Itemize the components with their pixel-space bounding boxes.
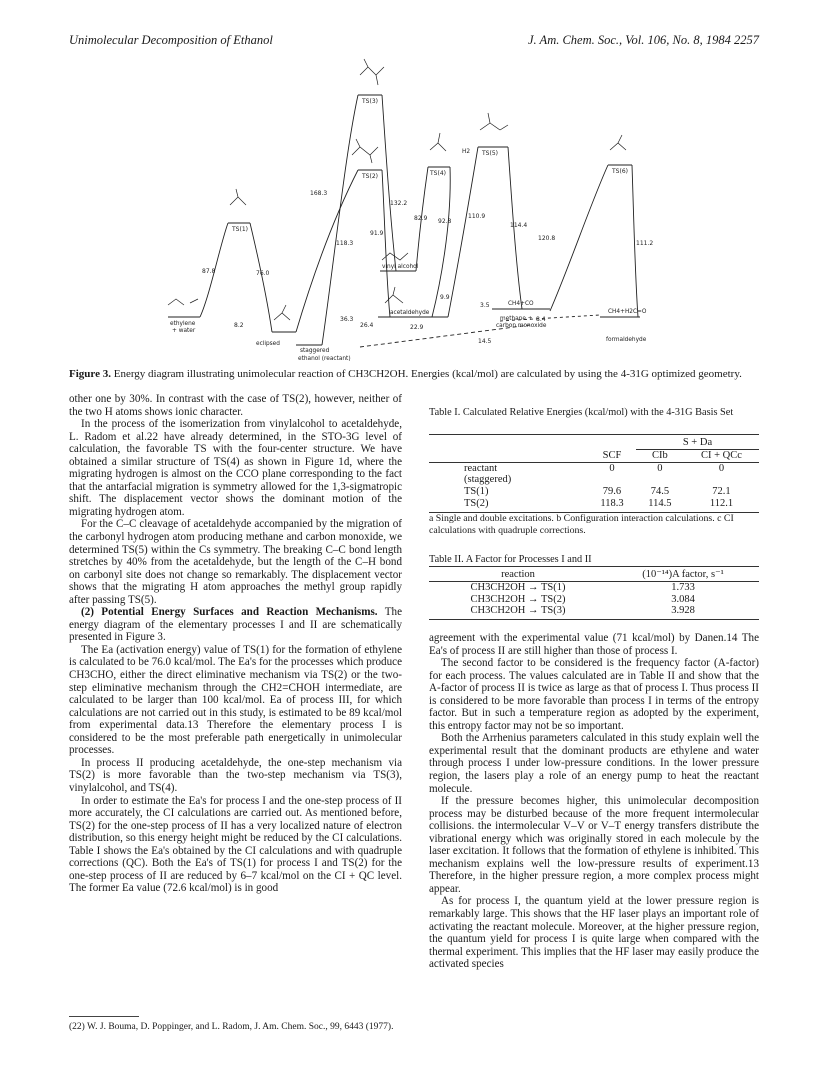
left-paragraph-1: other one by 30%. In contrast with the case of TS(2), however, neither of the two H atoms shows ionic character. [69, 393, 402, 418]
value-114: 114.4 [510, 222, 528, 229]
left-paragraph-4 [69, 606, 402, 644]
table1-ciqc: 112.1 [709, 497, 734, 509]
table2-reaction: CH3CH2OH → TS(2) [470, 593, 566, 605]
right-paragraph-2: The second factor to be considered is the frequency factor (A-factor) for each process. The values calculated are in Table II and show that the A-factor of process II is twice as large as that of process I. Thus process II is considered to be more favorable than process I in terms of the entropy factor. But in such a temperature region as adopted by the experiment, this entropy factor may not be so important. [429, 657, 759, 732]
left-paragraph-6: In process II producing acetaldehyde, the one-step mechanism via TS(2) is more favorable than the two-step mechanism via TS(3), vinylalcohol, and TS(4). [69, 756, 402, 794]
table-row [429, 462, 759, 474]
ch4-co-label: CH4+CO [508, 301, 534, 307]
water-label: + water [172, 328, 196, 334]
ts5-label: TS(5) [482, 150, 498, 157]
ethanol-label: ethanol (reactant) [298, 356, 351, 362]
energy-diagram-figure [60, 55, 770, 365]
table1-ci [636, 474, 684, 486]
table-row [429, 581, 759, 593]
table2-reaction: CH3CH2OH → TS(3) [470, 605, 566, 617]
value-8-4: 8.4 [536, 316, 546, 323]
table1-ciqc [684, 474, 759, 486]
left-paragraph-4-text: The energy diagram of the elementary processes I and II are schematically presented in Figure 3. [69, 606, 402, 644]
value-168: 168.3 [310, 190, 328, 197]
carbon-monoxide-label: carbon monoxide [496, 323, 547, 329]
ch4-h2co-label: CH4+H2C=O [608, 309, 647, 315]
value-91: 91.9 [370, 230, 384, 237]
table1-ci: 0 [657, 462, 663, 474]
section-heading: (2) Potential Energy Surfaces and Reaction Mechanisms. [81, 606, 378, 619]
value-36: 36.3 [340, 316, 354, 323]
left-paragraph-5: The Ea (activation energy) value of TS(1) for the formation of ethylene is calculated to be 76.0 kcal/mol. The Ea's for the processes which produce CH3CHO, either the direct eliminative mechanism via TS(2) or the two-step eliminative mechanism through the CH2=CHOH intermediate, are calculated to be larger than 100 kcal/mol. Ea of process III, for which calculations are not carried out in this study, is estimated to be 89 kcal/mol from experimental data.13 Therefore the elementary process I is considered to be the most preferable path energetically in unimolecular processes. [69, 643, 402, 757]
value-82: 82.9 [414, 215, 428, 222]
table-row [429, 594, 759, 606]
table1-scf [588, 474, 636, 486]
table2-factor: 3.928 [671, 605, 695, 617]
footnote-rule [69, 1016, 139, 1017]
ts4-label: TS(4) [430, 170, 446, 177]
right-column [429, 632, 759, 971]
molecule-sketches [168, 59, 626, 320]
table2-reaction: CH3CH2OH → TS(1) [470, 581, 566, 593]
table1 [429, 434, 759, 513]
left-paragraph-7: In order to estimate the Ea's for process I and the one-step process of II more accurately, the CI calculations are carried out. As mentioned before, TS(2) for the one-step process of II has a very localized nature of electron distribution, so this energy height might be reduced by the CI calculations. Table I shows the Ea's obtained by the CI calculations and with quadruple corrections (QC). Both the Ea's of TS(1) for process I and TS(2) for the one-step process of II are reduced by 6–7 kcal/mol on the CI + QC level. The former Ea value (72.6 kcal/mol) is in good [69, 794, 402, 895]
table1-scf: 118.3 [600, 497, 624, 509]
ts1-label: TS(1) [232, 226, 248, 233]
table2-title: Table II. A Factor for Processes I and II [429, 554, 592, 565]
h2-label: H2 [462, 149, 471, 155]
right-paragraph-4: If the pressure becomes higher, this unimolecular decomposition process may be disturbed because of the more frequent intermolecular collisions. the intermolecular V–V or V–T energy transfers distribute the vibrational energy which was originally stored in each molecule by the laser excitation. It follows that the formation of ethylene is inhibited. This mechanism explains well the low-pressure results of experiment.13 Therefore, in the higher pressure region, a more complex process might appear. [429, 795, 759, 895]
table1-col-ci: CIb [636, 449, 684, 462]
table-row [429, 486, 759, 498]
figure-caption [69, 367, 759, 381]
value-26: 26.4 [360, 322, 374, 329]
table1-row-name: TS(2) [464, 497, 489, 509]
formaldehyde-label: formaldehyde [606, 337, 647, 343]
table1-footnote: a Single and double excitations. b Configuration interaction calculations. c CI calculations with quadruple corrections. [429, 513, 734, 536]
table1-scf: 79.6 [602, 486, 622, 498]
table-row [429, 605, 759, 617]
footnote-22: (22) W. J. Bouma, D. Poppinger, and L. Radom, J. Am. Chem. Soc., 99, 6443 (1977). [69, 1022, 394, 1032]
value-9-9: 9.9 [440, 294, 450, 301]
table2-col-factor: (10⁻¹⁴)A factor, s⁻¹ [607, 569, 759, 581]
table2 [429, 566, 759, 620]
staggered-label: staggered [300, 348, 330, 354]
value-92: 92.8 [438, 218, 452, 225]
running-header-title: Unimolecular Decomposition of Ethanol [69, 33, 273, 47]
ethylene-label: ethylene [170, 321, 196, 327]
right-paragraph-5: As for process I, the quantum yield at the lower pressure region is remarkably large. This shows that the HF laser plays an important role of activating the reactant molecule. Moreover, at the higher pressure region, the quantum yield for process I is quite large when compared with the thermal experiment. This implies that the HF laser may easily produce the activated species [429, 895, 759, 971]
eclipsed-label: eclipsed [256, 341, 280, 347]
value-76: 76.0 [256, 270, 270, 277]
table2-col-reaction: reaction [429, 569, 607, 581]
table1-title: Table I. Calculated Relative Energies (kcal/mol) with the 4-31G Basis Set [429, 407, 734, 418]
left-paragraph-2: In the process of the isomerization from vinylalcohol to acetaldehyde, L. Radom et al.22 have already determined, in the STO-3G level of calculation, the favorable TS with the four-center structure. We have obtained a similar structure of TS(4) as shown in Figure 1d, where the migrating hydrogen is almost on the CCO plane corresponding to the fact that the antarfacial migration is symmetry allowed for the 1,3-sigmatropic shift. The displacement vector shows the dominant motion of the migrating hydrogen atom. [69, 418, 402, 518]
table1-scf: 0 [609, 462, 615, 474]
value-8-2: 8.2 [234, 322, 244, 329]
value-14: 14.5 [478, 338, 492, 345]
acetaldehyde-label: acetaldehyde [390, 310, 430, 316]
right-paragraph-3: Both the Arrhenius parameters calculated in this study explain well the experimental result that the dominant products are ethylene and water through process I under low-pressure conditions. In the lower pressure region, the lasers play a role of an energy pump to heat the reactant molecule. [429, 732, 759, 795]
ts2-label: TS(2) [362, 173, 378, 180]
value-118: 118.3 [336, 240, 354, 247]
table-row [429, 498, 759, 510]
value-111: 111.2 [636, 240, 654, 247]
figure-caption-label: Figure 3. [69, 368, 111, 380]
table1-row-name: TS(1) [464, 486, 489, 498]
ts3-label: TS(3) [362, 98, 378, 105]
vinyl-alcohol-label: vinyl alcohol [382, 264, 419, 270]
ts6-label: TS(6) [612, 168, 628, 175]
table1-col-scf: SCF [588, 449, 636, 462]
table1-ciqc: 0 [718, 462, 725, 474]
value-120: 120.8 [538, 235, 556, 242]
value-87: 87.8 [202, 268, 216, 275]
table1-ci: 74.5 [650, 486, 670, 498]
table1-col-ciqc: CI + QCc [684, 449, 759, 462]
table2-factor: 3.084 [671, 593, 695, 605]
running-header-journal: J. Am. Chem. Soc., Vol. 106, No. 8, 1984 2257 [527, 33, 759, 47]
table1-row-name: (staggered) [464, 474, 512, 486]
table1-row-name: reactant [464, 462, 498, 474]
methane-label: methane + [500, 316, 533, 322]
value-3-5: 3.5 [480, 302, 490, 309]
value-22: 22.9 [410, 324, 424, 331]
right-paragraph-1: agreement with the experimental value (71 kcal/mol) by Danen.14 The Ea's of process II are still higher than those of process I. [429, 632, 759, 657]
table1-ci: 114.5 [648, 497, 672, 509]
table1-group-header: S + Da [636, 437, 759, 449]
table-row [429, 474, 759, 486]
value-110: 110.9 [468, 213, 486, 220]
table2-factor: 1.733 [671, 581, 695, 593]
figure-caption-text: Energy diagram illustrating unimolecular reaction of CH3CH2OH. Energies (kcal/mol) are calculated by using the 4-31G optimized geometry. [110, 368, 742, 380]
value-132: 132.2 [390, 200, 408, 207]
left-paragraph-3: For the C–C cleavage of acetaldehyde accompanied by the migration of the carbonyl hydrogen atom producing methane and carbon monoxide, we determined TS(5) within the Cs symmetry. The breaking C–C bond length stretches by 40% from the acetaldehyde, but the length of the C–H bond on carbonyl site does not change so remarkably. The displacement vector shows that the migrating H atom approaches the methyl group rapidly after passing TS(5). [69, 518, 402, 606]
left-column [69, 393, 402, 895]
table1-ciqc: 72.1 [712, 486, 731, 498]
